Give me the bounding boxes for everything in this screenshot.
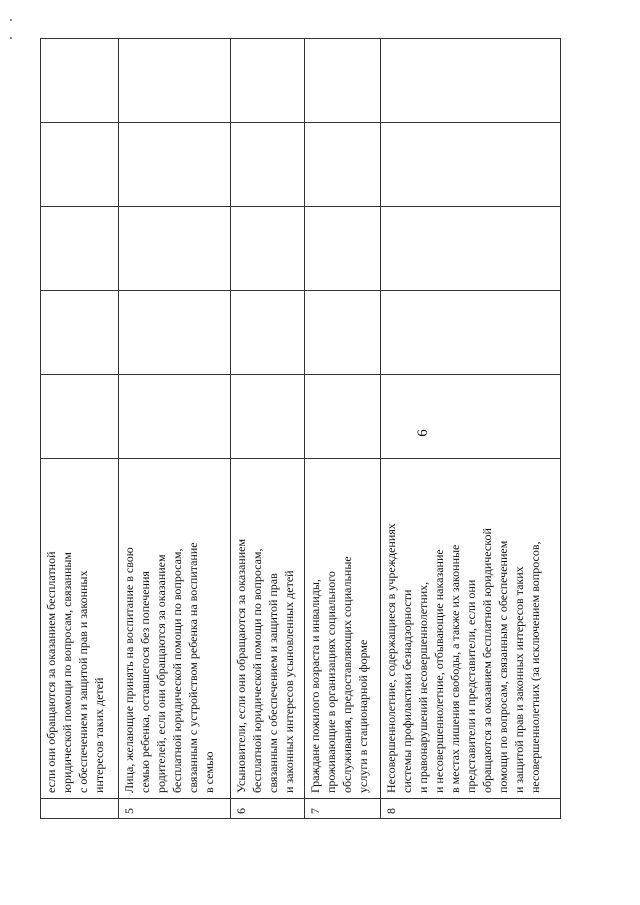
description-line: и защитой прав и законных интересов таких [512, 566, 526, 793]
empty-cell [381, 207, 561, 291]
scan-speck [10, 37, 12, 39]
empty-cell [119, 123, 231, 207]
description-line: с обеспечением и защитой прав и законных [76, 570, 90, 793]
description-line: несовершеннолетних (за исключением вопросов, [528, 541, 542, 793]
empty-cell [381, 375, 561, 459]
row-number-cell: 8 [381, 799, 561, 819]
category-description-cell [231, 459, 305, 799]
description-line: интересов таких детей [92, 677, 106, 793]
description-line: помощи по вопросам, связанным с обеспечением [496, 540, 510, 793]
description-line: Несовершеннолетние, содержащиеся в учреждениях [384, 523, 398, 793]
empty-cell [305, 291, 381, 375]
description-line: семью ребенка, оставшегося без попечения [138, 571, 152, 793]
empty-cell [231, 291, 305, 375]
empty-cell [41, 207, 119, 291]
description-line: и законных интересов усыновленных детей [282, 570, 296, 793]
description-line: и правонарушений несовершеннолетних, [416, 581, 430, 793]
description-line: связанным с устройством ребенка на воспитание [186, 542, 200, 793]
empty-cell [119, 291, 231, 375]
description-line: в семью [202, 751, 216, 793]
empty-cell [119, 39, 231, 123]
empty-cell [41, 39, 119, 123]
category-description-cell [381, 459, 561, 799]
description-line: бесплатной юридической помощи по вопросам, [170, 548, 184, 793]
row-number-cell: 7 [305, 799, 381, 819]
description-line: обслуживания, предоставляющих социальные [340, 556, 354, 793]
description-line: родителей, если они обращаются за оказанием [154, 554, 168, 793]
row-number-cell: 5 [119, 799, 231, 819]
scan-speck [10, 19, 12, 21]
empty-cell [119, 207, 231, 291]
empty-cell [231, 123, 305, 207]
category-description-cell [305, 459, 381, 799]
empty-cell [305, 123, 381, 207]
empty-cell [381, 291, 561, 375]
category-description-cell [41, 459, 119, 799]
empty-cell [41, 291, 119, 375]
description-line: проживающие в организациях социального [324, 571, 338, 793]
description-line: Усыновители, если они обращаются за оказанием [234, 538, 248, 793]
empty-cell [231, 39, 305, 123]
description-line: Лица, желающие принять на воспитание в свою [122, 547, 136, 793]
table-row [381, 39, 561, 819]
description-line: обращаются за оказанием бесплатной юридической [480, 528, 494, 793]
description-line: и несовершеннолетние, отбывающие наказание [432, 549, 446, 793]
row-number-cell: 6 [231, 799, 305, 819]
page-number: 6 [415, 429, 431, 437]
description-line: бесплатной юридической помощи по вопросам, [250, 548, 264, 793]
description-line: если они обращаются за оказанием бесплатной [44, 551, 58, 793]
empty-cell [381, 123, 561, 207]
description-line: юридической помощи по вопросам, связанным [60, 551, 74, 793]
empty-cell [381, 39, 561, 123]
table-row [231, 39, 305, 819]
empty-cell [231, 375, 305, 459]
empty-cell [305, 375, 381, 459]
description-line: Граждане пожилого возраста и инвалиды, [308, 579, 322, 793]
description-line: связанным с обеспечением и защитой прав [266, 573, 280, 793]
row-number-cell [41, 799, 119, 819]
empty-cell [119, 375, 231, 459]
table-row [119, 39, 231, 819]
table-row [41, 39, 119, 819]
table-row [305, 39, 381, 819]
empty-cell [41, 375, 119, 459]
description-line: услуги в стационарной форме [356, 639, 370, 793]
empty-cell [305, 207, 381, 291]
description-line: в местах лишения свободы, а также их законные [448, 544, 462, 793]
empty-cell [231, 207, 305, 291]
description-line: системы профилактики безнадзорности [400, 589, 414, 793]
table-body [41, 39, 561, 819]
category-description-cell [119, 459, 231, 799]
description-line: представители и представители, если они [464, 579, 478, 793]
empty-cell [305, 39, 381, 123]
document-table [40, 38, 561, 819]
empty-cell [41, 123, 119, 207]
